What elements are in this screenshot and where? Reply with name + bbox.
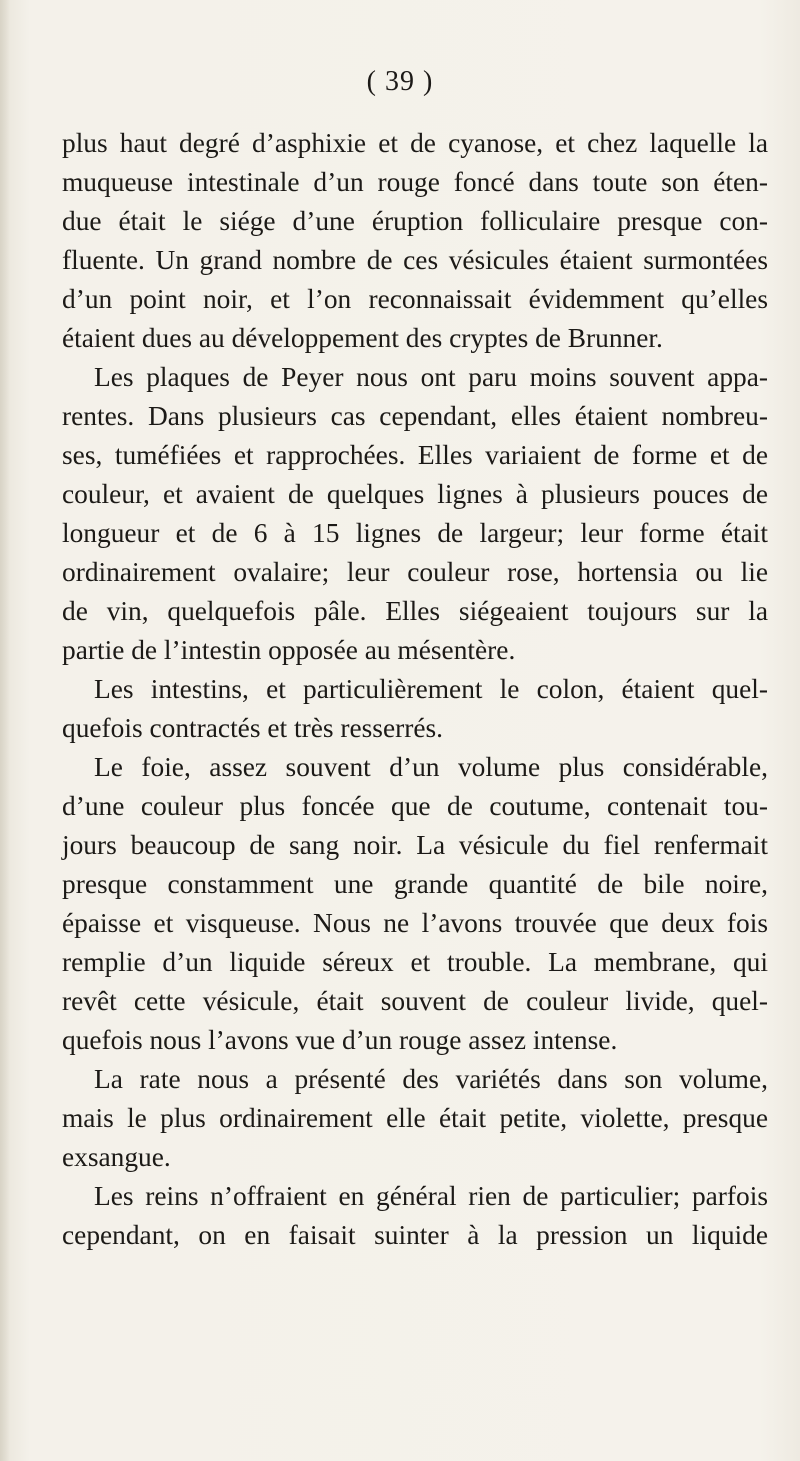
text-line: quefois nous l’avons vue d’un rouge assez intense. [62, 1025, 618, 1055]
text-line: plus haut degré d’asphixie et de cyanose, et chez laquelle la [62, 128, 768, 158]
page-number: ( 39 ) [366, 66, 434, 97]
text-line: revêt cette vésicule, était souvent de couleur livide, quel- [62, 986, 768, 1016]
text-line: longueur et de 6 à 15 lignes de largeur; leur forme était [62, 518, 768, 548]
text-line: étaient dues au développement des cryptes de Brunner. [62, 323, 663, 353]
text-line: presque constamment une grande quantité de bile noire, [62, 869, 768, 899]
text-line: épaisse et visqueuse. Nous ne l’avons trouvée que deux fois [62, 908, 768, 938]
text-line: d’une couleur plus foncée que de coutume, contenait tou- [62, 791, 768, 821]
text-line: partie de l’intestin opposée au mésentère. [62, 635, 516, 665]
text-line: exsangue. [62, 1142, 171, 1172]
text-line: fluente. Un grand nombre de ces vésicules étaient surmontées [62, 245, 768, 275]
text-line: mais le plus ordinairement elle était petite, violette, presque [62, 1103, 768, 1133]
text-line: ses, tuméfiées et rapprochées. Elles variaient de forme et de [62, 440, 768, 470]
body-text [62, 124, 768, 1255]
page-binding-edge [0, 0, 10, 1461]
text-line: quefois contractés et très resserrés. [62, 713, 444, 743]
text-line: Le foie, assez souvent d’un volume plus considérable, [94, 752, 768, 782]
text-line: Les intestins, et particulièrement le colon, étaient quel- [94, 674, 768, 704]
text-line: d’un point noir, et l’on reconnaissait évidemment qu’elles [62, 284, 768, 314]
text-line: de vin, quelquefois pâle. Elles siégeaient toujours sur la [62, 596, 768, 626]
text-line: Les reins n’offraient en général rien de particulier; parfois [94, 1181, 768, 1211]
text-line: cependant, on en faisait suinter à la pression un liquide [62, 1220, 768, 1250]
text-line: jours beaucoup de sang noir. La vésicule du fiel renfermait [62, 830, 768, 860]
text-line: Les plaques de Peyer nous ont paru moins souvent appa- [94, 362, 768, 392]
text-line: rentes. Dans plusieurs cas cependant, elles étaient nombreu- [62, 401, 768, 431]
text-line: couleur, et avaient de quelques lignes à plusieurs pouces de [62, 479, 768, 509]
text-line: ordinairement ovalaire; leur couleur rose, hortensia ou lie [62, 557, 768, 587]
text-line: remplie d’un liquide séreux et trouble. La membrane, qui [62, 947, 768, 977]
text-line: La rate nous a présenté des variétés dans son volume, [94, 1064, 768, 1094]
text-line: due était le siége d’une éruption folliculaire presque con- [62, 206, 768, 236]
text-line: muqueuse intestinale d’un rouge foncé dans toute son éten- [62, 167, 768, 197]
